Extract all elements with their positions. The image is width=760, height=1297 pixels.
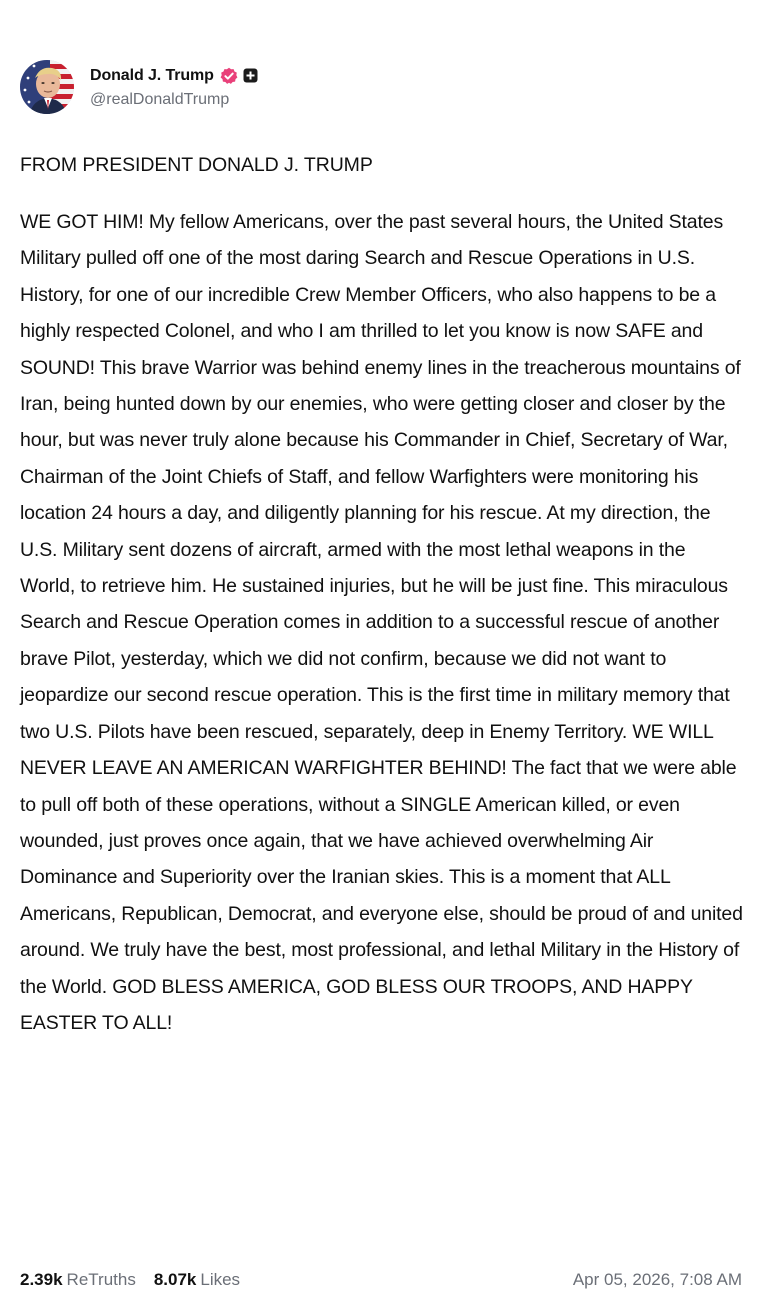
retruths-count: 2.39k [20,1270,63,1289]
author-names [90,64,258,109]
likes-label: Likes [200,1270,241,1289]
avatar-image [20,60,74,114]
plus-badge-icon [243,68,258,83]
avatar[interactable] [20,60,74,114]
post-body: WE GOT HIM! My fellow Americans, over the past several hours, the United States Military pulled off one of the most daring Search and Rescue Operations in U.S. History, for one of our incredible Crew Member Officers, who also happens to be a highly respected Colonel, and who I am thrilled to let you know is now SAFE and SOUND! This brave Warrior was behind enemy lines in the treacherous mountains of Iran, being hunted down by our enemies, who were getting closer and closer by the hour, but was never truly alone because his Commander in Chief, Secretary of War, Chairman of the Joint Chiefs of Staff, and fellow Warfighters were monitoring his location 24 hours a day, and diligently planning for his rescue. At my direction, the U.S. Military sent dozens of aircraft, armed with the most lethal weapons in the World, to retrieve him. He sustained injuries, but he will be just fine. This miraculous Search and Rescue Operation comes in addition to a successful rescue of another brave Pilot, yesterday, which we did not confirm, because we did not want to jeopardize our second rescue operation. This is the first time in military memory that two U.S. Pilots have been rescued, separately, deep in Enemy Territory. WE WILL NEVER LEAVE AN AMERICAN WARFIGHTER BEHIND! The fact that we were able to pull off both of these operations, without a SINGLE American killed, or even wounded, just proves once again, that we have achieved overwhelming Air Dominance and Superiority over the Iranian skies. This is a moment that ALL Americans, Republican, Democrat, and everyone else, should be proud of and united around. We truly have the best, most professional, and lethal Military in the History of the World. GOD BLESS AMERICA, GOD BLESS OUR TROOPS, AND HAPPY EASTER TO ALL! [20,211,743,1034]
post-headline: FROM PRESIDENT DONALD J. TRUMP [20,154,373,176]
verified-check-icon [220,67,238,85]
post-footer [20,1266,742,1294]
retruths-stat[interactable] [20,1270,136,1290]
retruths-label: ReTruths [66,1270,136,1289]
likes-stat[interactable] [154,1270,240,1290]
display-name[interactable]: Donald J. Trump [90,66,214,84]
name-row [90,64,258,88]
post-header [20,58,258,116]
author-handle[interactable]: @realDonaldTrump [90,90,230,108]
likes-count: 8.07k [153,1270,197,1289]
post-timestamp[interactable]: Apr 05, 2026, 7:08 AM [572,1270,742,1289]
